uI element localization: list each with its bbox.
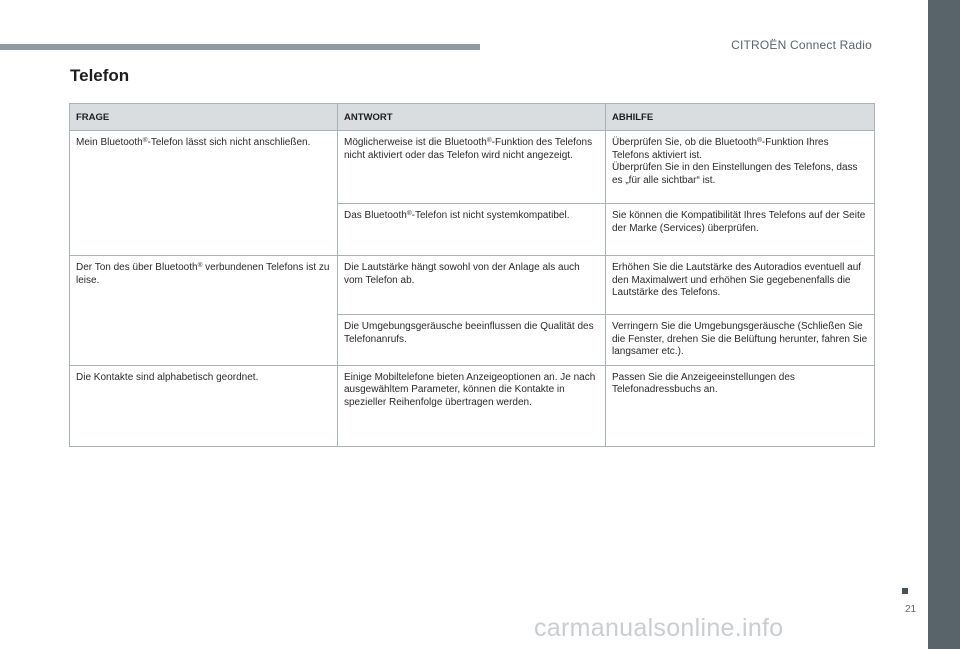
remedy-cell: Sie können die Kompatibilität Ihres Telefons auf der Seite der Marke (Services) überprüfen. (606, 204, 875, 256)
remedy-cell: Überprüfen Sie, ob die Bluetooth®-Funktion Ihres Telefons aktiviert ist. Überprüfen Sie in den Einstellungen des Telefons, dass es „für alle sichtbar“ ist. (606, 131, 875, 204)
answer-cell: Einige Mobiltelefone bieten Anzeigeoptionen an. Je nach ausgewähltem Parameter, können die Kontakte in spezieller Reihenfolge übertragen werden. (338, 365, 606, 446)
remedy-cell: Erhöhen Sie die Lautstärke des Autoradios eventuell auf den Maximalwert und erhöhen Sie gegebenenfalls die Lautstärke des Telefons. (606, 256, 875, 315)
page-marker-square (902, 588, 908, 594)
remedy-cell: Verringern Sie die Umgebungsgeräusche (Schließen Sie die Fenster, drehen Sie die Belüftung herunter, fahren Sie langsamer etc.). (606, 315, 875, 366)
manual-title: CITROËN Connect Radio (731, 38, 872, 52)
column-header-answer: ANTWORT (338, 104, 606, 131)
header-rule (0, 44, 480, 50)
page-title: Telefon (70, 66, 130, 85)
question-cell: Mein Bluetooth®-Telefon lässt sich nicht anschließen. (70, 131, 338, 256)
chapter-sidebar (928, 0, 960, 649)
troubleshooting-table (69, 103, 875, 447)
table-header-row (70, 104, 875, 131)
answer-cell: Die Umgebungsgeräusche beeinflussen die Qualität des Telefonanrufs. (338, 315, 606, 366)
watermark-text: carmanualsonline.info (534, 614, 784, 642)
question-cell: Der Ton des über Bluetooth® verbundenen Telefons ist zu leise. (70, 256, 338, 366)
table-row (70, 365, 875, 446)
remedy-cell: Passen Sie die Anzeigeeinstellungen des Telefonadressbuchs an. (606, 365, 875, 446)
answer-cell: Das Bluetooth®-Telefon ist nicht systemkompatibel. (338, 204, 606, 256)
page-number: 21 (905, 604, 917, 615)
table-row (70, 256, 875, 315)
question-cell: Die Kontakte sind alphabetisch geordnet. (70, 365, 338, 446)
answer-cell: Die Lautstärke hängt sowohl von der Anlage als auch vom Telefon ab. (338, 256, 606, 315)
column-header-remedy: ABHILFE (606, 104, 875, 131)
answer-cell: Möglicherweise ist die Bluetooth®-Funktion des Telefons nicht aktiviert oder das Telefon wird nicht angezeigt. (338, 131, 606, 204)
column-header-question: FRAGE (70, 104, 338, 131)
table-row (70, 131, 875, 204)
